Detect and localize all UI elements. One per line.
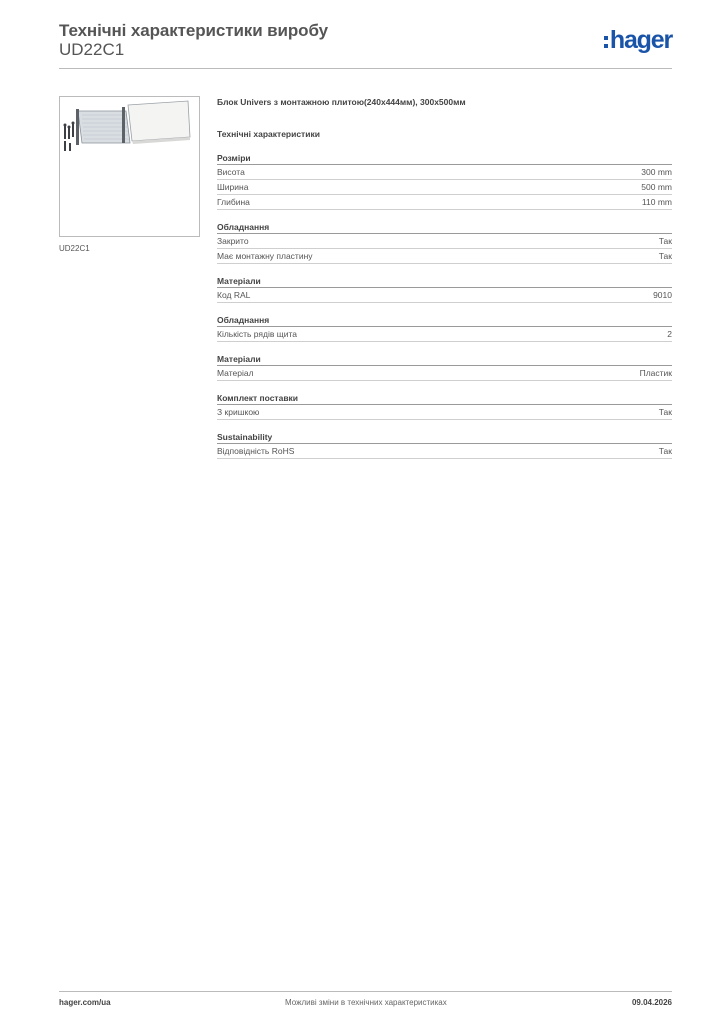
spec-label: Код RAL <box>217 290 251 300</box>
spec-value: 2 <box>667 329 672 339</box>
spec-row <box>217 180 672 195</box>
footer-date: 09.04.2026 <box>631 998 672 1007</box>
product-image <box>59 96 200 237</box>
product-illustration <box>60 97 201 238</box>
spec-label: Закрито <box>217 236 249 246</box>
spec-section <box>217 222 672 264</box>
document-title: Технічні характеристики виробу <box>59 21 328 40</box>
spec-row <box>217 249 672 264</box>
spec-label: Кількість рядів щита <box>217 329 297 339</box>
spec-row <box>217 234 672 249</box>
product-description: Блок Univers з монтажною плитою(240x444мм), 300x500мм <box>217 97 466 107</box>
spec-value: Так <box>658 446 672 456</box>
section-title: Розміри <box>217 153 672 165</box>
spec-value: Так <box>658 251 672 261</box>
spec-section <box>217 153 672 210</box>
spec-row <box>217 366 672 381</box>
spec-section <box>217 276 672 303</box>
footer-notice: Можливі зміни в технічних характеристиках <box>285 998 447 1007</box>
spec-value: 9010 <box>653 290 672 300</box>
spec-value: Так <box>658 236 672 246</box>
spec-section <box>217 354 672 381</box>
specs-heading: Технічні характеристики <box>217 129 320 139</box>
spec-row <box>217 327 672 342</box>
spec-value: Так <box>658 407 672 417</box>
hager-logo <box>604 27 672 53</box>
section-title: Обладнання <box>217 222 672 234</box>
spec-row <box>217 288 672 303</box>
logo-text: hager <box>609 25 672 54</box>
image-caption: UD22C1 <box>59 244 90 253</box>
logo-dots-icon <box>604 36 608 48</box>
spec-label: Висота <box>217 167 245 177</box>
spec-label: Матеріал <box>217 368 254 378</box>
spec-row <box>217 195 672 210</box>
footer-website: hager.com/ua <box>59 998 111 1007</box>
spec-value: 300 mm <box>641 167 672 177</box>
spec-section <box>217 393 672 420</box>
spec-label: Має монтажну пластину <box>217 251 313 261</box>
spec-value: 110 mm <box>641 197 672 207</box>
spec-label: Відповідність RoHS <box>217 446 295 456</box>
spec-row <box>217 444 672 459</box>
spec-section <box>217 432 672 459</box>
specs-content <box>217 96 672 459</box>
spec-section <box>217 315 672 342</box>
section-title: Sustainability <box>217 432 672 444</box>
spec-label: З кришкою <box>217 407 260 417</box>
spec-row <box>217 405 672 420</box>
spec-value: Пластик <box>639 368 672 378</box>
spec-label: Ширина <box>217 182 249 192</box>
section-title: Матеріали <box>217 276 672 288</box>
spec-row <box>217 165 672 180</box>
section-title: Обладнання <box>217 315 672 327</box>
spec-label: Глибина <box>217 197 250 207</box>
section-title: Матеріали <box>217 354 672 366</box>
footer-divider <box>59 991 672 992</box>
section-title: Комплект поставки <box>217 393 672 405</box>
spec-value: 500 mm <box>641 182 672 192</box>
product-code: UD22C1 <box>59 40 125 59</box>
page-header <box>59 21 672 67</box>
header-divider <box>59 68 672 69</box>
